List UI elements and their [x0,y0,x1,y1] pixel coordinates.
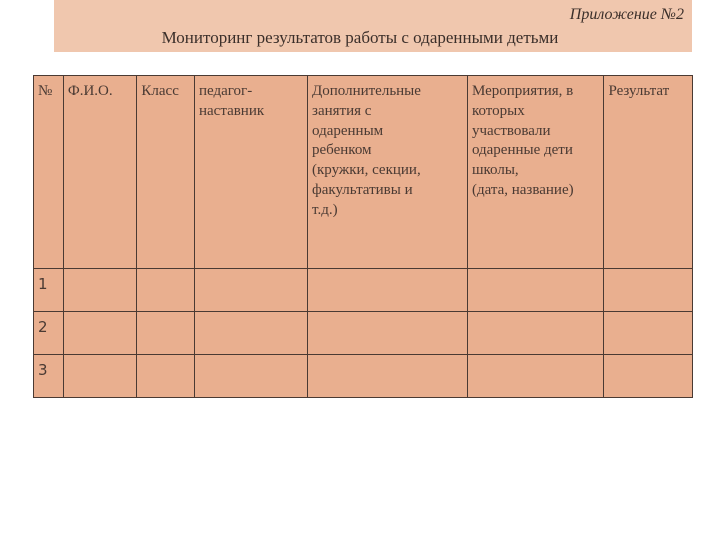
row-number: 3 [34,355,64,398]
table-row [34,355,693,398]
row-number: 1 [34,269,64,312]
cell-result[interactable] [604,269,693,312]
column-header-class: Класс [137,76,195,269]
cell-class[interactable] [137,312,195,355]
cell-class[interactable] [137,355,195,398]
appendix-label: Приложение №2 [569,6,684,23]
cell-events[interactable] [467,269,603,312]
column-header-fio: Ф.И.О. [63,76,137,269]
column-header-number: № [34,76,64,269]
cell-mentor[interactable] [194,269,307,312]
table-header-row [34,76,693,269]
cell-mentor[interactable] [194,355,307,398]
cell-events[interactable] [467,312,603,355]
column-header-result: Результат [604,76,693,269]
monitoring-table [33,75,693,398]
page-title: Мониторинг результатов работы с одаренными детьми [161,28,559,47]
cell-extra-classes[interactable] [308,269,468,312]
cell-fio[interactable] [63,355,137,398]
cell-extra-classes[interactable] [308,355,468,398]
table-row [34,269,693,312]
column-header-mentor: педагог- наставник [194,76,307,269]
cell-result[interactable] [604,355,693,398]
column-header-events: Мероприятия, в которых участвовали одаренные дети школы, (дата, название) [467,76,603,269]
cell-result[interactable] [604,312,693,355]
cell-mentor[interactable] [194,312,307,355]
row-number: 2 [34,312,64,355]
column-header-extra-classes: Дополнительные занятия с одаренным ребенком (кружки, секции, факультативы и т.д.) [308,76,468,269]
cell-class[interactable] [137,269,195,312]
cell-fio[interactable] [63,312,137,355]
cell-events[interactable] [467,355,603,398]
cell-fio[interactable] [63,269,137,312]
cell-extra-classes[interactable] [308,312,468,355]
table-row [34,312,693,355]
